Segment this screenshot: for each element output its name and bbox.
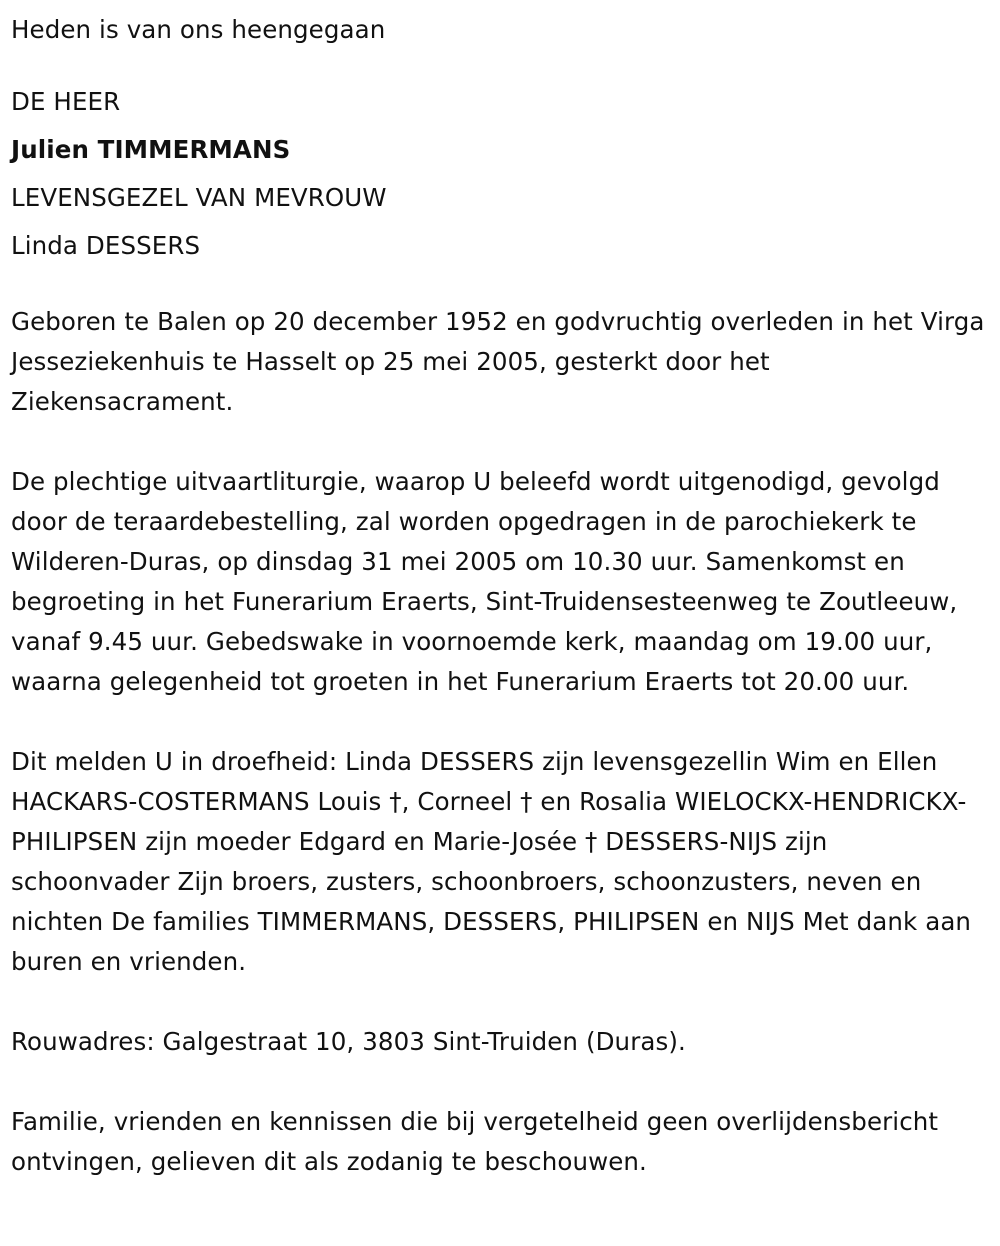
announcement-header: Heden is van ons heengegaan bbox=[11, 15, 386, 44]
birth-death-paragraph: Geboren te Balen op 20 december 1952 en godvruchtig overleden in het Virga Jesseziekenhuis te Hasselt op 25 mei 2005, gesterkt door het Ziekensacrament. bbox=[11, 307, 985, 416]
deceased-name: Julien TIMMERMANS bbox=[11, 135, 291, 164]
relation-label: LEVENSGEZEL VAN MEVROUW bbox=[11, 183, 387, 212]
closing-paragraph: Familie, vrienden en kennissen die bij vergetelheid geen overlijdensbericht ontvingen, gelieven dit als zodanig te beschouwen. bbox=[11, 1107, 939, 1176]
partner-name: Linda DESSERS bbox=[11, 231, 201, 260]
address-paragraph: Rouwadres: Galgestraat 10, 3803 Sint-Truiden (Duras). bbox=[11, 1027, 686, 1056]
funeral-paragraph: De plechtige uitvaartliturgie, waarop U beleefd wordt uitgenodigd, gevolgd door de teraardebestelling, zal worden opgedragen in de parochiekerk te Wilderen-Duras, op dinsdag 31 mei 2005 om 10.30 uur. Samenkomst en begroeting in het Funerarium Eraerts, Sint-Truidensesteenweg te Zoutleeuw, vanaf 9.45 uur. Gebedswake in voornoemde kerk, maandag om 19.00 uur, waarna gelegenheid tot groeten in het Funerarium Eraerts tot 20.00 uur. bbox=[11, 467, 958, 696]
mourners-paragraph: Dit melden U in droefheid: Linda DESSERS zijn levensgezellin Wim en Ellen HACKARS-COSTERMANS Louis †, Corneel † en Rosalia WIELOCKX-HENDRICKX-PHILIPSEN zijn moeder Edgard en Marie-Josée † DESSERS-NIJS zijn schoonvader Zijn broers, zusters, schoonbroers, schoonzusters, neven en nichten De families TIMMERMANS, DESSERS, PHILIPSEN en NIJS Met dank aan buren en vrienden. bbox=[11, 747, 972, 976]
title-prefix: DE HEER bbox=[11, 87, 121, 116]
